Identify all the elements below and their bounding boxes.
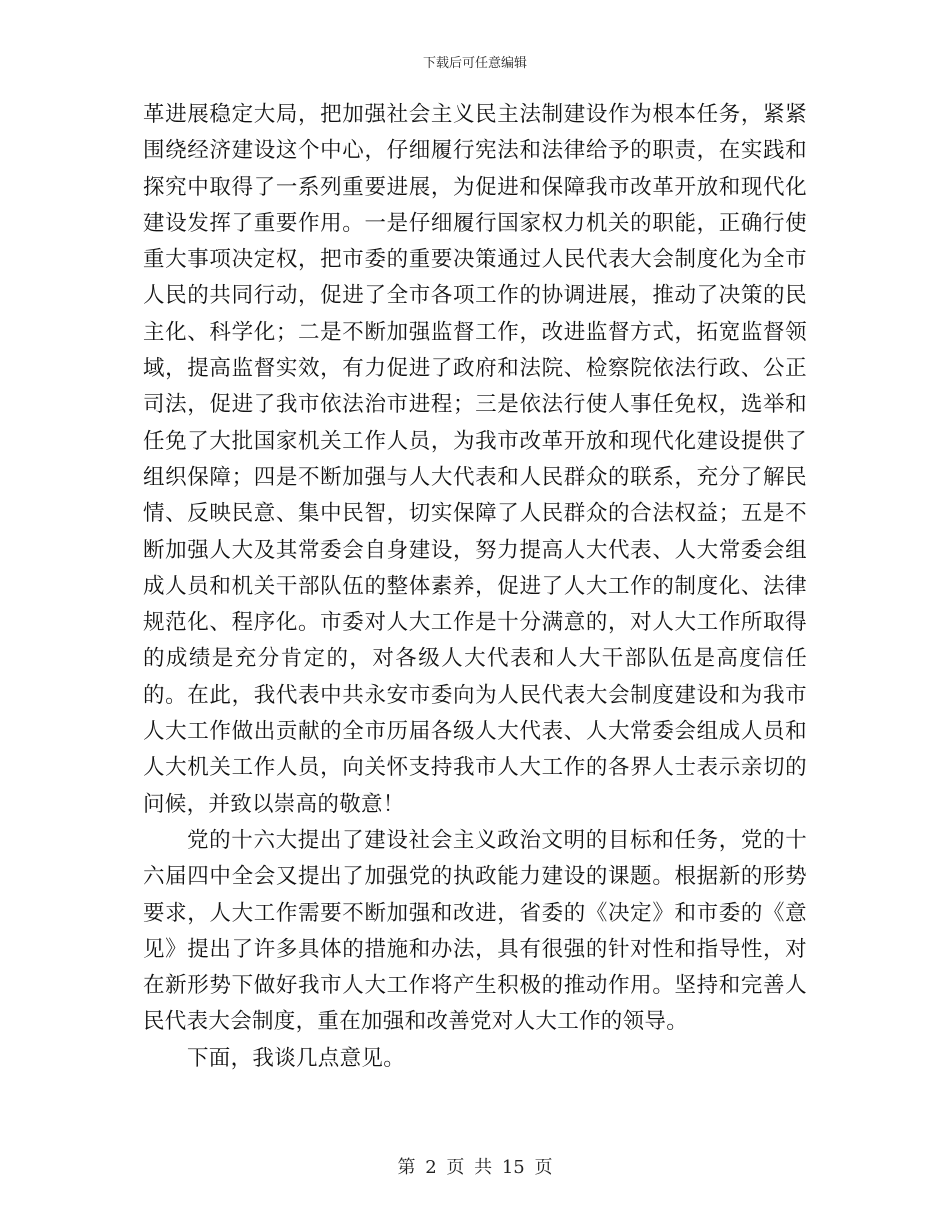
document-body [143,97,807,1077]
page-header-note: 下载后可任意编辑 [422,56,527,71]
page-number: 第 2 页 共 15 页 [397,1157,553,1178]
paragraph-opinions-intro: 下面，我谈几点意见。 [187,1045,406,1071]
paragraph-continuation: 革进展稳定大局，把加强社会主义民主法制建设作为根本任务，紧紧围绕经济建设这个中心，仔细履行宪法和法律给予的职责，在实践和探究中取得了一系列重要进展，为促进和保障我市改革开放和现代化建设发挥了重要作用。一是仔细履行国家权力机关的职能，正确行使重大事项决定权，把市委的重要决策通过人民代表大会制度化为全市人民的共同行动，促进了全市各项工作的协调进展，推动了决策的民主化、科学化；二是不断加强监督工作，改进监督方式，拓宽监督领域，提高监督实效，有力促进了政府和法院、检察院依法行政、公正司法，促进了我市依法治市进程；三是依法行使人事任免权，选举和任免了大批国家机关工作人员，为我市改革开放和现代化建设提供了组织保障；四是不断加强与人大代表和人民群众的联系，充分了解民情、反映民意、集中民智，切实保障了人民群众的合法权益；五是不断加强人大及其常委会自身建设，努力提高人大代表、人大常委会组成人员和机关干部队伍的整体素养，促进了人大工作的制度化、法律规范化、程序化。市委对人大工作是十分满意的，对人大工作所取得的成绩是充分肯定的，对各级人大代表和人大干部队伍是高度信任的。在此，我代表中共永安市委向为人民代表大会制度建设和为我市人大工作做出贡献的全市历届各级人大代表、人大常委会组成人员和人大机关工作人员，向关怀支持我市人大工作的各界人士表示亲切的问候，并致以崇高的敬意！ [143,102,807,817]
paragraph-political-civilization: 党的十六大提出了建设社会主义政治文明的目标和任务，党的十六届四中全会又提出了加强党的执政能力建设的课题。根据新的形势要求，人大工作需要不断加强和改进，省委的《决定》和市委的《意见》提出了许多具体的措施和办法，具有很强的针对性和指导性，对在新形势下做好我市人大工作将产生积极的推动作用。坚持和完善人民代表大会制度，重在加强和改善党对人大工作的领导。 [143,827,807,1035]
